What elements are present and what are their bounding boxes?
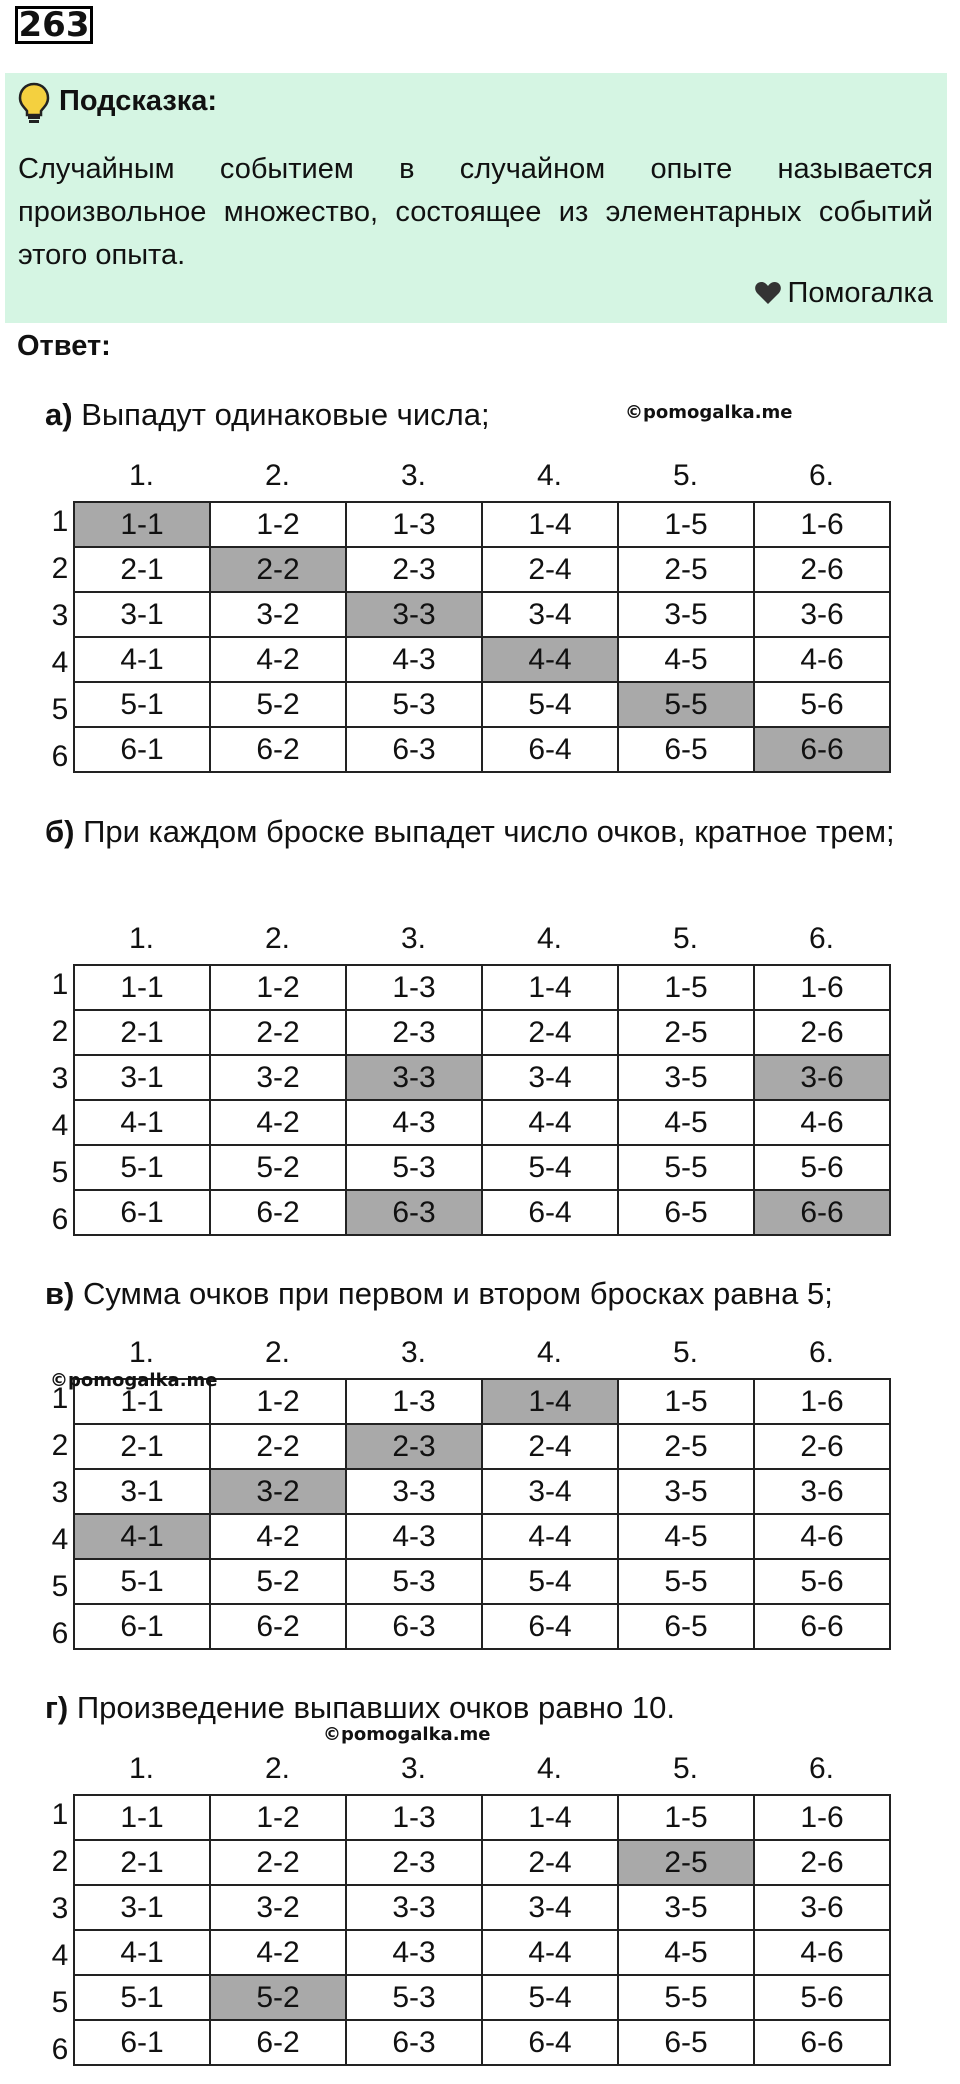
- row-header: 6: [51, 1203, 69, 1236]
- outcome-cell: 4-6: [754, 1100, 890, 1145]
- row-header: 2: [51, 1015, 69, 1048]
- row-header: 5: [51, 1986, 69, 2019]
- outcome-cell: 4-1: [74, 1514, 210, 1559]
- column-header: 6.: [808, 1752, 835, 1785]
- outcome-cell: 4-2: [210, 1514, 346, 1559]
- outcome-cell: 1-1: [74, 502, 210, 547]
- column-header: 1.: [128, 1752, 155, 1785]
- outcome-cell: 5-6: [754, 1975, 890, 2020]
- outcome-cell: 2-4: [482, 1424, 618, 1469]
- outcome-cell: 5-4: [482, 1975, 618, 2020]
- part-a-heading: [45, 393, 490, 437]
- outcome-cell: 2-5: [618, 1424, 754, 1469]
- part-text: Произведение выпавших очков равно 10.: [76, 1690, 675, 1725]
- outcome-cell: 1-4: [482, 1379, 618, 1424]
- outcome-cell: 3-4: [482, 1469, 618, 1514]
- outcome-cell: 6-5: [618, 2020, 754, 2065]
- outcome-cell: 1-5: [618, 502, 754, 547]
- outcome-cell: 1-2: [210, 1795, 346, 1840]
- outcome-cell: 1-4: [482, 965, 618, 1010]
- outcome-cell: 5-1: [74, 1145, 210, 1190]
- outcome-cell: 1-5: [618, 1795, 754, 1840]
- table-row: [74, 1975, 890, 2020]
- column-header: 3.: [400, 1336, 427, 1369]
- outcome-cell: 6-1: [74, 727, 210, 772]
- outcome-cell: 1-1: [74, 965, 210, 1010]
- outcome-cell: 3-5: [618, 1885, 754, 1930]
- table-row: [74, 965, 890, 1010]
- outcome-cell: 2-3: [346, 547, 482, 592]
- outcome-cell: 4-4: [482, 1514, 618, 1559]
- column-header: 5.: [672, 1336, 699, 1369]
- outcome-cell: 3-6: [754, 1055, 890, 1100]
- column-header: 4.: [536, 459, 563, 492]
- outcome-cell: 5-5: [618, 1975, 754, 2020]
- outcome-cell: 1-1: [74, 1379, 210, 1424]
- part-b-heading: [45, 810, 940, 854]
- hint-brand: [754, 277, 933, 313]
- outcome-cell: 4-3: [346, 1100, 482, 1145]
- row-header: 2: [51, 552, 69, 585]
- outcome-cell: 1-1: [74, 1795, 210, 1840]
- row-header: 6: [51, 740, 69, 773]
- outcome-cell: 3-3: [346, 1885, 482, 1930]
- table-row: [74, 1145, 890, 1190]
- column-header: 4.: [536, 1336, 563, 1369]
- row-header: 1: [51, 1382, 69, 1415]
- column-header: 2.: [264, 922, 291, 955]
- row-header: 4: [51, 1939, 69, 1972]
- outcome-cell: 5-3: [346, 1145, 482, 1190]
- row-header: 5: [51, 1570, 69, 1603]
- column-header: 2.: [264, 459, 291, 492]
- outcome-cell: 3-3: [346, 592, 482, 637]
- table-row: [74, 682, 890, 727]
- outcome-cell: 6-3: [346, 1190, 482, 1235]
- outcome-cell: 6-6: [754, 2020, 890, 2065]
- outcome-cell: 3-2: [210, 592, 346, 637]
- outcome-cell: 2-3: [346, 1424, 482, 1469]
- part-c-heading: [45, 1272, 833, 1316]
- outcome-cell: 2-4: [482, 1840, 618, 1885]
- outcome-cell: 5-6: [754, 1559, 890, 1604]
- outcome-cell: 6-2: [210, 1604, 346, 1649]
- table-row: [74, 1885, 890, 1930]
- outcome-cell: 6-2: [210, 727, 346, 772]
- outcome-cell: 3-1: [74, 1469, 210, 1514]
- lightbulb-icon: [17, 81, 51, 130]
- brand-label: Помогалка: [787, 277, 933, 309]
- outcome-cell: 2-6: [754, 1424, 890, 1469]
- part-text: При каждом броске выпадет число очков, кратное трем;: [83, 814, 895, 849]
- outcome-cell: 6-4: [482, 1190, 618, 1235]
- outcome-cell: 6-5: [618, 1190, 754, 1235]
- table-row: [74, 1930, 890, 1975]
- outcome-cell: 2-1: [74, 1840, 210, 1885]
- outcome-cell: 6-4: [482, 2020, 618, 2065]
- outcome-cell: 4-2: [210, 637, 346, 682]
- outcome-cell: 4-5: [618, 1930, 754, 1975]
- outcome-cell: 1-2: [210, 1379, 346, 1424]
- outcome-cell: 2-5: [618, 1840, 754, 1885]
- outcome-cell: 6-6: [754, 1190, 890, 1235]
- row-header: 4: [51, 1109, 69, 1142]
- table-row: [74, 1010, 890, 1055]
- table-row: [74, 1055, 890, 1100]
- column-header: 3.: [400, 1752, 427, 1785]
- outcome-cell: 3-6: [754, 592, 890, 637]
- table-row: [74, 1100, 890, 1145]
- outcome-cell: 2-6: [754, 1010, 890, 1055]
- row-header: 5: [51, 1156, 69, 1189]
- outcome-cell: 6-1: [74, 1190, 210, 1235]
- row-header: 2: [51, 1429, 69, 1462]
- column-header: 5.: [672, 459, 699, 492]
- outcome-cell: 3-4: [482, 1055, 618, 1100]
- row-header: 4: [51, 646, 69, 679]
- outcome-cell: 1-3: [346, 965, 482, 1010]
- column-header: 2.: [264, 1752, 291, 1785]
- outcome-cell: 2-2: [210, 1424, 346, 1469]
- outcome-cell: 2-3: [346, 1010, 482, 1055]
- outcome-cell: 2-2: [210, 547, 346, 592]
- outcome-cell: 3-5: [618, 1055, 754, 1100]
- outcome-cell: 5-2: [210, 1145, 346, 1190]
- outcome-cell: 5-4: [482, 682, 618, 727]
- outcome-cell: 3-3: [346, 1469, 482, 1514]
- outcome-cell: 1-5: [618, 1379, 754, 1424]
- outcome-cell: 3-2: [210, 1469, 346, 1514]
- watermark: ©pomogalka.me: [323, 1724, 491, 1745]
- outcome-cell: 1-2: [210, 965, 346, 1010]
- outcome-cell: 1-6: [754, 1379, 890, 1424]
- row-header: 6: [51, 2033, 69, 2066]
- table-row: [74, 1424, 890, 1469]
- table-row: [74, 637, 890, 682]
- row-header: 1: [51, 1798, 69, 1831]
- column-header: 4.: [536, 1752, 563, 1785]
- outcome-cell: 5-3: [346, 1559, 482, 1604]
- outcome-cell: 1-5: [618, 965, 754, 1010]
- outcome-cell: 2-6: [754, 547, 890, 592]
- part-letter: а): [45, 397, 73, 432]
- outcome-cell: 5-2: [210, 682, 346, 727]
- outcome-table: [73, 501, 891, 773]
- outcome-table: [73, 964, 891, 1236]
- outcome-cell: 1-4: [482, 502, 618, 547]
- table-row: [74, 592, 890, 637]
- outcome-cell: 3-2: [210, 1885, 346, 1930]
- outcome-cell: 3-5: [618, 592, 754, 637]
- outcome-cell: 1-3: [346, 1379, 482, 1424]
- outcome-cell: 6-5: [618, 1604, 754, 1649]
- table-row: [74, 1604, 890, 1649]
- column-header: 1.: [128, 459, 155, 492]
- table-row: [74, 1514, 890, 1559]
- outcome-cell: 2-3: [346, 1840, 482, 1885]
- watermark: ©pomogalka.me: [625, 402, 793, 423]
- outcome-cell: 3-6: [754, 1469, 890, 1514]
- table-row: [74, 2020, 890, 2065]
- column-header: 5.: [672, 922, 699, 955]
- outcome-cell: 1-4: [482, 1795, 618, 1840]
- row-header: 1: [51, 505, 69, 538]
- outcome-cell: 5-5: [618, 1145, 754, 1190]
- outcome-cell: 1-2: [210, 502, 346, 547]
- column-header: 6.: [808, 1336, 835, 1369]
- table-row: [74, 1559, 890, 1604]
- outcome-cell: 5-3: [346, 682, 482, 727]
- outcome-cell: 5-1: [74, 1559, 210, 1604]
- outcome-cell: 3-4: [482, 1885, 618, 1930]
- column-header: 4.: [536, 922, 563, 955]
- outcome-cell: 5-4: [482, 1559, 618, 1604]
- outcome-cell: 4-1: [74, 637, 210, 682]
- outcome-cell: 4-4: [482, 1100, 618, 1145]
- table-row: [74, 502, 890, 547]
- outcome-cell: 4-5: [618, 1514, 754, 1559]
- row-header: 4: [51, 1523, 69, 1556]
- outcome-cell: 4-6: [754, 1514, 890, 1559]
- row-header: 3: [51, 1062, 69, 1095]
- outcome-cell: 5-6: [754, 1145, 890, 1190]
- outcome-cell: 4-4: [482, 1930, 618, 1975]
- outcome-cell: 2-6: [754, 1840, 890, 1885]
- outcome-cell: 5-1: [74, 682, 210, 727]
- outcome-cell: 5-5: [618, 682, 754, 727]
- outcome-cell: 5-5: [618, 1559, 754, 1604]
- hint-text: Случайным событием в случайном опыте называется произвольное множество, состоящее из элементарных событий этого опыта.: [18, 153, 933, 271]
- outcome-cell: 6-3: [346, 1604, 482, 1649]
- outcome-cell: 6-4: [482, 727, 618, 772]
- table-row: [74, 1469, 890, 1514]
- outcome-cell: 2-1: [74, 1010, 210, 1055]
- row-header: 6: [51, 1617, 69, 1650]
- row-header: 2: [51, 1845, 69, 1878]
- outcome-table: [73, 1794, 891, 2066]
- outcome-cell: 2-1: [74, 547, 210, 592]
- outcome-cell: 5-2: [210, 1559, 346, 1604]
- row-header: 3: [51, 1892, 69, 1925]
- table-row: [74, 1795, 890, 1840]
- column-header: 2.: [264, 1336, 291, 1369]
- column-header: 3.: [400, 459, 427, 492]
- column-header: 6.: [808, 922, 835, 955]
- outcome-cell: 5-3: [346, 1975, 482, 2020]
- outcome-cell: 2-5: [618, 547, 754, 592]
- outcome-cell: 4-5: [618, 637, 754, 682]
- part-letter: г): [45, 1690, 69, 1725]
- outcome-cell: 2-4: [482, 547, 618, 592]
- outcome-cell: 6-3: [346, 2020, 482, 2065]
- outcome-cell: 4-3: [346, 1930, 482, 1975]
- column-header: 1.: [128, 922, 155, 955]
- outcome-cell: 6-4: [482, 1604, 618, 1649]
- outcome-cell: 4-3: [346, 637, 482, 682]
- outcome-cell: 2-2: [210, 1840, 346, 1885]
- outcome-cell: 6-2: [210, 2020, 346, 2065]
- outcome-cell: 3-1: [74, 1055, 210, 1100]
- part-letter: б): [45, 814, 75, 849]
- outcome-cell: 6-6: [754, 727, 890, 772]
- outcome-cell: 5-1: [74, 1975, 210, 2020]
- outcome-cell: 3-1: [74, 1885, 210, 1930]
- outcome-cell: 3-3: [346, 1055, 482, 1100]
- watermark: ©pomogalka.me: [50, 1370, 218, 1391]
- part-text: Сумма очков при первом и втором бросках равна 5;: [83, 1276, 833, 1311]
- outcome-cell: 6-6: [754, 1604, 890, 1649]
- column-header: 5.: [672, 1752, 699, 1785]
- outcome-cell: 2-4: [482, 1010, 618, 1055]
- outcome-cell: 3-1: [74, 592, 210, 637]
- outcome-cell: 5-6: [754, 682, 890, 727]
- outcome-cell: 3-5: [618, 1469, 754, 1514]
- outcome-cell: 6-2: [210, 1190, 346, 1235]
- outcome-cell: 4-6: [754, 1930, 890, 1975]
- outcome-cell: 2-5: [618, 1010, 754, 1055]
- outcome-cell: 6-1: [74, 2020, 210, 2065]
- row-header: 5: [51, 693, 69, 726]
- row-header: 1: [51, 968, 69, 1001]
- outcome-cell: 3-6: [754, 1885, 890, 1930]
- table-row: [74, 727, 890, 772]
- outcome-cell: 4-2: [210, 1100, 346, 1145]
- outcome-cell: 4-4: [482, 637, 618, 682]
- table-row: [74, 547, 890, 592]
- outcome-cell: 1-3: [346, 502, 482, 547]
- outcome-cell: 1-6: [754, 1795, 890, 1840]
- outcome-cell: 1-6: [754, 502, 890, 547]
- outcome-cell: 6-1: [74, 1604, 210, 1649]
- outcome-cell: 6-3: [346, 727, 482, 772]
- outcome-cell: 2-1: [74, 1424, 210, 1469]
- outcome-cell: 2-2: [210, 1010, 346, 1055]
- outcome-cell: 4-2: [210, 1930, 346, 1975]
- problem-number: 263: [15, 6, 93, 44]
- outcome-cell: 4-5: [618, 1100, 754, 1145]
- outcome-cell: 5-2: [210, 1975, 346, 2020]
- table-row: [74, 1190, 890, 1235]
- part-letter: в): [45, 1276, 75, 1311]
- heart-icon: [754, 280, 782, 313]
- column-header: 6.: [808, 459, 835, 492]
- column-header: 3.: [400, 922, 427, 955]
- row-header: 3: [51, 599, 69, 632]
- outcome-cell: 6-5: [618, 727, 754, 772]
- hint-box: [5, 73, 947, 323]
- outcome-cell: 5-4: [482, 1145, 618, 1190]
- outcome-cell: 4-3: [346, 1514, 482, 1559]
- outcome-cell: 1-6: [754, 965, 890, 1010]
- outcome-cell: 4-6: [754, 637, 890, 682]
- outcome-cell: 4-1: [74, 1930, 210, 1975]
- outcome-cell: 4-1: [74, 1100, 210, 1145]
- answer-label: Ответ:: [17, 330, 111, 362]
- outcome-table: [73, 1378, 891, 1650]
- outcome-cell: 1-3: [346, 1795, 482, 1840]
- hint-title: Подсказка:: [59, 85, 218, 117]
- part-text: Выпадут одинаковые числа;: [81, 397, 490, 432]
- column-header: 1.: [128, 1336, 155, 1369]
- table-row: [74, 1840, 890, 1885]
- outcome-cell: 3-2: [210, 1055, 346, 1100]
- outcome-cell: 3-4: [482, 592, 618, 637]
- row-header: 3: [51, 1476, 69, 1509]
